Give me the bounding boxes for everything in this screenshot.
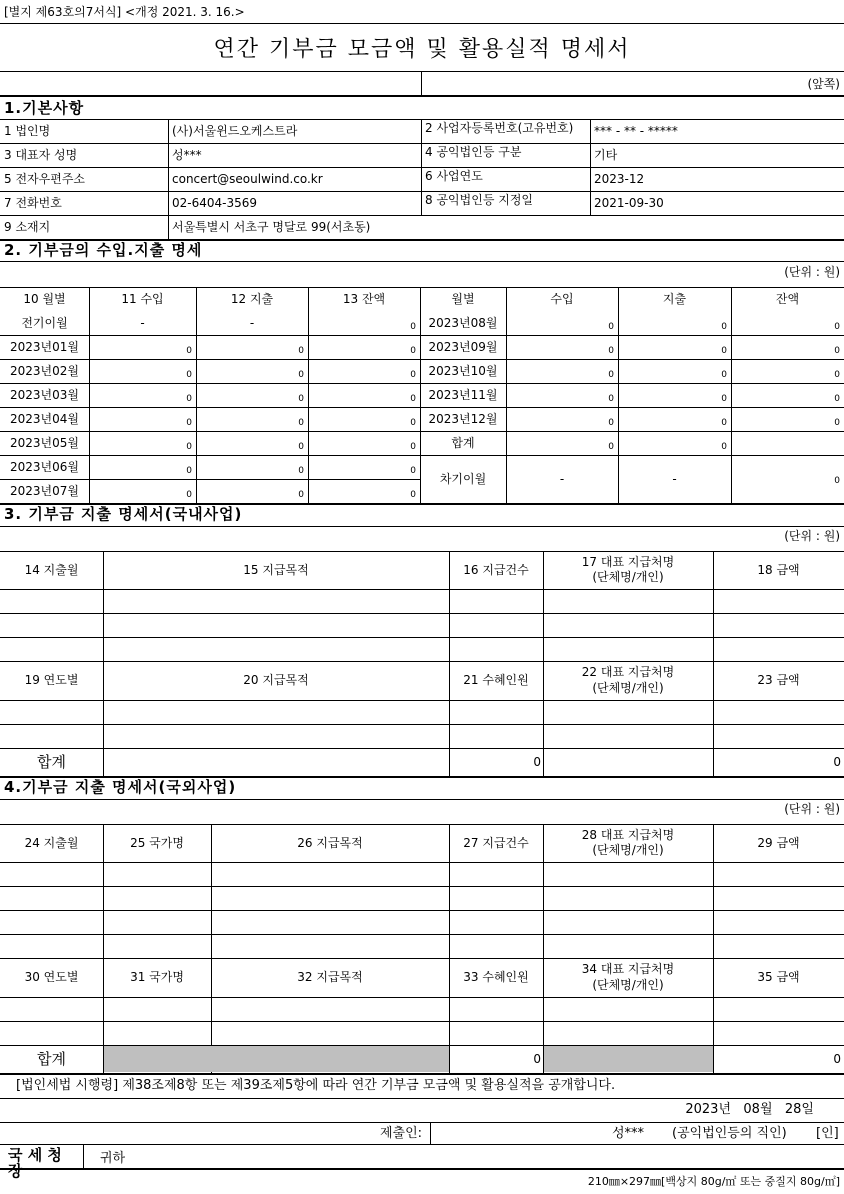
legal-statement: [법인세법 시행령] 제38조제8항 또는 제39조제5항에 따라 연간 기부금 모금액 및 활용실적을 공개합니다. (16, 1078, 616, 1093)
basic-field-value: 기타 (594, 148, 618, 162)
ledger-cell: 0 (721, 442, 727, 452)
ledger-cell: 0 (410, 394, 416, 404)
column-header: 29 금액 (757, 836, 800, 850)
basic-field-label: 5 전자우편주소 (4, 172, 86, 186)
ledger-header: 월별 (451, 292, 475, 306)
column-header: 21 수혜인원 (463, 673, 529, 687)
ledger-month: 2023년04월 (10, 412, 79, 426)
ledger-cell: 0 (834, 418, 840, 428)
column-header: 15 지급목적 (243, 563, 309, 577)
recipient: 국 세 청 장 (8, 1146, 62, 1180)
basic-field-label: 3 대표자 성명 (4, 148, 78, 162)
basic-field-label: 6 사업연도 (425, 169, 483, 183)
column-header: 23 금액 (757, 673, 800, 687)
section-3-unit: (단위 : 원) (784, 529, 840, 543)
column-header: 30 연도별 (24, 970, 79, 984)
ledger-cell: 0 (721, 418, 727, 428)
address-value: 서울특별시 서초구 명달로 99(서초동) (172, 220, 371, 234)
ledger-header: 수입 (550, 292, 574, 306)
column-header: 35 금액 (757, 970, 800, 984)
ledger-cell: 0 (721, 370, 727, 380)
ledger-month: 2023년09월 (428, 340, 498, 354)
ledger-cell: 0 (410, 346, 416, 356)
ledger-cell: 0 (186, 370, 192, 380)
column-header-sub: (단체명/개인) (592, 680, 664, 695)
section-4-heading: 4.기부금 지출 명세서(국외사업) (4, 778, 237, 796)
section-3-heading: 3. 기부금 지출 명세서(국내사업) (4, 505, 243, 523)
ledger-month: 2023년05월 (10, 436, 79, 450)
ledger-cell: 0 (834, 322, 840, 332)
column-header: 31 국가명 (130, 970, 184, 984)
column-header-sub: (단체명/개인) (592, 570, 664, 584)
basic-field-value: *** - ** - ***** (594, 124, 678, 138)
ledger-month: 2023년07월 (10, 484, 79, 498)
carry-forward-cell: - (672, 472, 677, 486)
submitter-title: (공익법인등의 직인) (672, 1126, 787, 1141)
page-title: 연간 기부금 모금액 및 활용실적 명세서 (213, 37, 631, 62)
column-header: 22 대표 지급처명 (581, 665, 675, 679)
ledger-cell: 0 (186, 490, 192, 500)
ledger-cell: 0 (410, 322, 416, 332)
ledger-cell: - (140, 316, 145, 330)
paper-spec: 210㎜×297㎜[백상지 80g/㎡ 또는 중질지 80g/㎡] (587, 1175, 840, 1188)
ledger-cell: 0 (298, 490, 304, 500)
column-header: 34 대표 지급처명 (581, 962, 675, 976)
honorific: 귀하 (100, 1151, 126, 1166)
ledger-cell: - (249, 316, 255, 330)
ledger-month: 2023년08월 (428, 316, 498, 330)
form-label: [별지 제63호의7서식] <개정 2021. 3. 16.> (4, 5, 245, 19)
column-header: 24 지출월 (24, 836, 79, 850)
ledger-month: 2023년12월 (428, 412, 498, 426)
shaded-cell (104, 1046, 449, 1072)
ledger-cell: 0 (186, 394, 192, 404)
basic-field-label: 8 공익법인등 지정일 (425, 193, 534, 207)
column-header: 28 대표 지급처명 (581, 828, 675, 842)
ledger-cell: 0 (608, 370, 614, 380)
ledger-header: 12 지출 (230, 292, 274, 306)
column-header-sub: (단체명/개인) (592, 977, 664, 992)
carry-forward-label: 차기이월 (439, 472, 487, 486)
column-header: 33 수혜인원 (463, 970, 529, 984)
ledger-header: 지출 (662, 292, 687, 306)
ledger-cell: 0 (721, 322, 727, 332)
column-header: 25 국가명 (130, 836, 184, 850)
ledger-cell: 0 (834, 346, 840, 356)
ledger-cell: 0 (298, 442, 304, 452)
basic-field-label: 4 공익법인등 구분 (425, 145, 522, 159)
ledger-month: 전기이월 (21, 316, 68, 330)
ledger-month: 2023년03월 (10, 388, 79, 402)
basic-field-value: 2023-12 (594, 172, 645, 186)
ledger-cell: 0 (410, 370, 416, 380)
ledger-cell: 0 (721, 346, 727, 356)
ledger-cell: 0 (608, 394, 614, 404)
submission-date: 2023년 08월 28일 (685, 1102, 814, 1117)
column-header: 17 대표 지급처명 (581, 555, 675, 569)
ledger-cell: 0 (298, 346, 304, 356)
total-count: 0 (533, 755, 541, 769)
basic-field-label: 7 전화번호 (4, 196, 62, 210)
ledger-month: 2023년11월 (428, 388, 498, 402)
ledger-cell: 0 (186, 442, 192, 452)
basic-field-value: concert@seoulwind.co.kr (172, 172, 323, 186)
carry-forward-cell: 0 (834, 476, 840, 486)
column-header: 16 지급건수 (463, 563, 529, 577)
ledger-header: 잔액 (775, 292, 800, 306)
basic-field-value: 2021-09-30 (594, 196, 664, 210)
column-header: 18 금액 (757, 563, 800, 577)
carry-forward-cell: - (559, 472, 565, 486)
submitter-label: 제출인: (380, 1126, 423, 1141)
ledger-cell: 0 (608, 442, 614, 452)
ledger-cell: 0 (410, 442, 416, 452)
ledger-header: 11 수입 (121, 292, 164, 306)
basic-field-label: 2 사업자등록번호(고유번호) (425, 121, 574, 135)
ledger-cell: 0 (608, 322, 614, 332)
section-1-heading: 1.기본사항 (4, 99, 85, 117)
column-header: 20 지급목적 (243, 673, 309, 687)
total-label: 합계 (37, 753, 66, 771)
section-2-heading: 2. 기부금의 수입.지출 명세 (4, 241, 203, 259)
basic-field-value: (사)서울윈드오케스트라 (172, 124, 298, 138)
front-label: (앞쪽) (807, 77, 840, 91)
ledger-month: 2023년02월 (10, 364, 79, 378)
column-header-sub: (단체명/개인) (592, 843, 664, 857)
ledger-month: 2023년06월 (10, 460, 79, 474)
column-header: 27 지급건수 (463, 836, 529, 850)
ledger-cell: 0 (298, 394, 304, 404)
shaded-cell (544, 1046, 713, 1072)
ledger-cell: 0 (834, 394, 840, 404)
ledger-cell: 0 (410, 418, 416, 428)
column-header: 14 지출월 (24, 563, 79, 577)
ledger-cell: 0 (298, 466, 304, 476)
ledger-month: 2023년10월 (428, 364, 498, 378)
ledger-cell: 0 (186, 466, 192, 476)
ledger-cell: 0 (298, 370, 304, 380)
basic-field-value: 성*** (172, 148, 202, 162)
ledger-cell: 0 (410, 490, 416, 500)
ledger-cell: 0 (298, 418, 304, 428)
ledger-header: 10 월별 (23, 292, 66, 306)
ledger-cell: 0 (186, 346, 192, 356)
ledger-cell: 0 (608, 418, 614, 428)
seal-mark: [인] (816, 1126, 839, 1141)
total-amount: 0 (833, 1052, 841, 1066)
ledger-cell: 0 (834, 370, 840, 380)
ledger-cell: 0 (186, 418, 192, 428)
column-header: 32 지급목적 (297, 970, 363, 984)
total-amount: 0 (833, 755, 841, 769)
ledger-month: 2023년01월 (10, 340, 79, 354)
total-count: 0 (533, 1052, 541, 1066)
section-4-unit: (단위 : 원) (784, 802, 840, 816)
ledger-month: 합계 (451, 436, 475, 450)
submitter-name: 성*** (612, 1126, 645, 1141)
section-2-unit: (단위 : 원) (784, 265, 840, 279)
address-label: 9 소재지 (4, 220, 51, 234)
ledger-cell: 0 (410, 466, 416, 476)
basic-field-value: 02-6404-3569 (172, 196, 258, 210)
ledger-cell: 0 (721, 394, 727, 404)
column-header: 26 지급목적 (297, 836, 363, 850)
basic-field-label: 1 법인명 (4, 124, 51, 138)
ledger-cell: 0 (608, 346, 614, 356)
column-header: 19 연도별 (24, 673, 79, 687)
total-label: 합계 (37, 1050, 66, 1068)
ledger-header: 13 잔액 (342, 292, 386, 306)
